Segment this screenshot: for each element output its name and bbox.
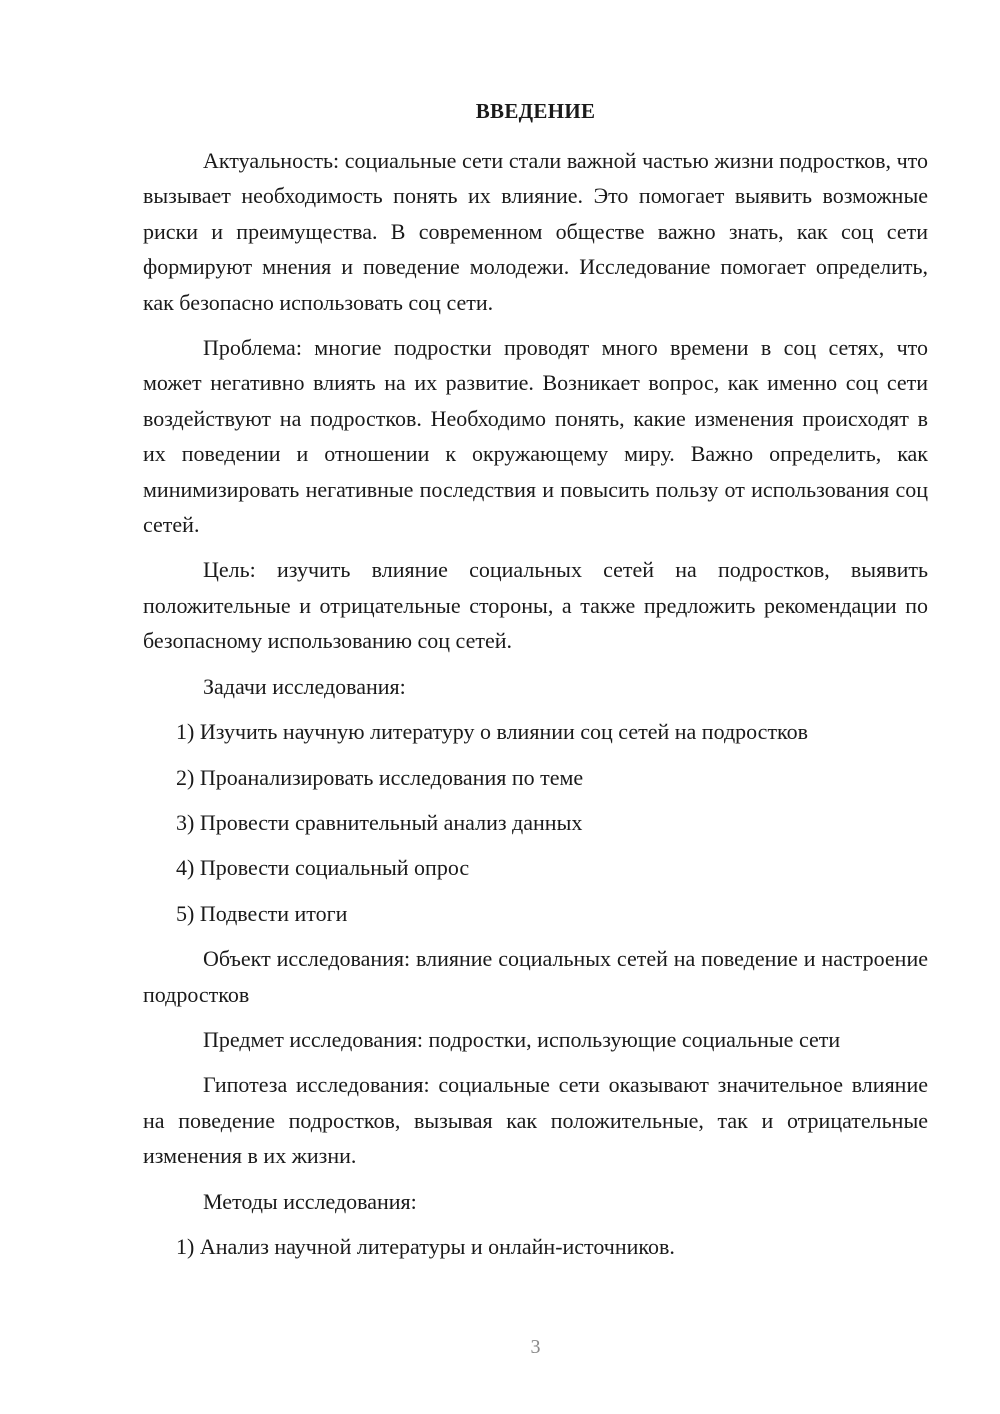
section-heading: ВВЕДЕНИЕ <box>475 99 596 123</box>
page-number: 3 <box>530 1336 541 1358</box>
paragraph-goal: Цель: изучить влияние социальных сетей на подростков, выявить положительные и отрицательные стороны, а также предложить рекомендации по безопасному использованию соц сетей. <box>143 557 928 654</box>
paragraph-hypothesis: Гипотеза исследования: социальные сети оказывают значительное влияние на поведение подростков, вызывая как положительные, так и отрицательные изменения в их жизни. <box>143 1072 928 1169</box>
paragraph-tasks-title: Задачи исследования: <box>203 673 406 699</box>
document-body <box>143 143 928 1274</box>
paragraph-problem: Проблема: многие подростки проводят много времени в соц сетях, что может негативно влиять на их развитие. Возникает вопрос, как именно соц сети воздействуют на подростков. Необходимо понять, какие изменения происходят в их поведении и отношении к окружающему миру. Важно определить, как минимизировать негативные последствия и повысить пользу от использования соц сетей. <box>143 335 928 538</box>
task-item: 4) Провести социальный опрос <box>176 855 470 881</box>
paragraph-object: Объект исследования: влияние социальных сетей на поведение и настроение подростков <box>143 946 928 1007</box>
paragraph-relevance: Актуальность: социальные сети стали важной частью жизни подростков, что вызывает необходимость понять их влияние. Это помогает выявить возможные риски и преимущества. В современном обществе важно знать, как соц сети формируют мнения и поведение молодежи. Исследование помогает определить, как безопасно использовать соц сети. <box>143 148 928 315</box>
paragraph-subject: Предмет исследования: подростки, использующие социальные сети <box>203 1026 841 1052</box>
task-item: 5) Подвести итоги <box>176 900 348 926</box>
task-item: 3) Провести сравнительный анализ данных <box>176 809 583 835</box>
task-item: 1) Изучить научную литературу о влиянии соц сетей на подростков <box>176 719 809 745</box>
paragraph-methods-title: Методы исследования: <box>203 1188 417 1214</box>
method-item: 1) Анализ научной литературы и онлайн-источников. <box>176 1233 675 1259</box>
task-item: 2) Проанализировать исследования по теме <box>176 764 584 790</box>
